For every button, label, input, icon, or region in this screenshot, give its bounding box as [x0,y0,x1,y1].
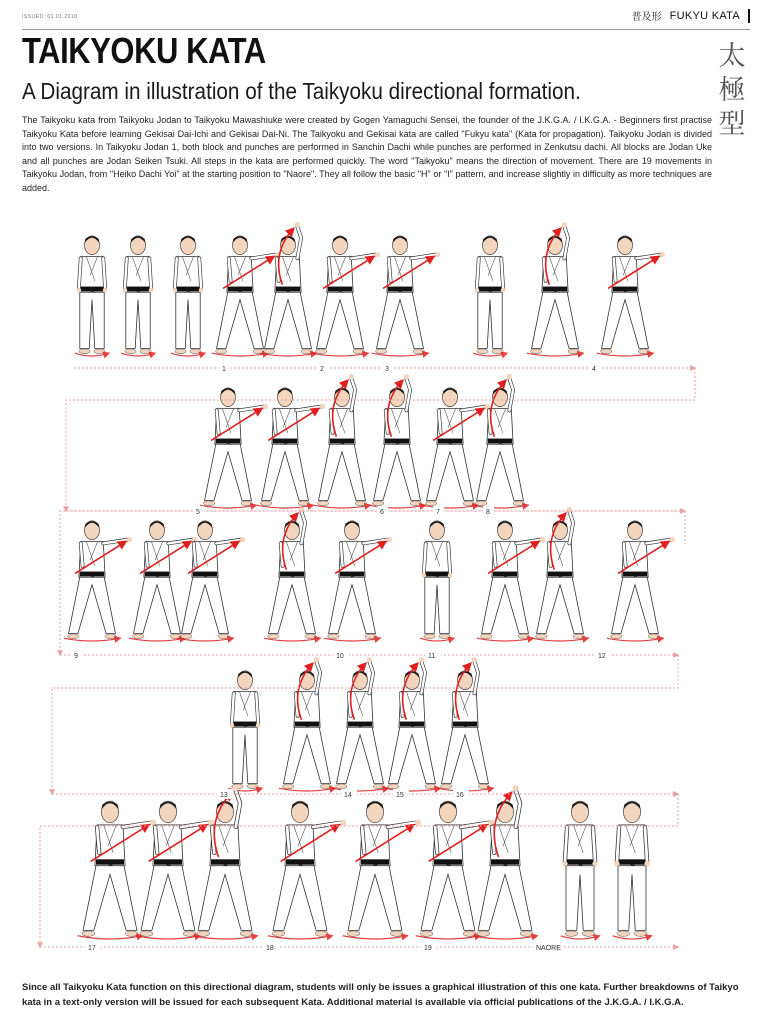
section-bar [748,9,750,23]
intro-paragraph: The Taikyoku kata from Taikyoku Jodan to Taikyoku Mawashiuke were created by Gogen Yamaguchi Sensei, the founder of the J.K.G.A. / I.K.G.A. - Beginners first practise Taikyoku Kata before learning Gekisai Dai-Ichi and Gekisai Dai-Ni. The Taikyoku and Gekisai kata are called "Fukyu kata" (Kata for propagation). Taikyoku Jodan is divided into two versions. In Taikyoku Jodan 1, both block and punches are performed in Sanchin Dachi while punches are performed in Zenkutsu dachi. All blocks are Jodan Uke and all punches are Jodan Seiken Tsuki. All steps in the kata are performed quickly. The word "Taikyoku" means the direction of movement. There are 19 movements in Taikyoku Jodan, from "Heiko Dachi Yoi" at the starting position to "Naore". They all follow the basic "H" or "I" pattern, and increase slightly in difficulty as more techniques are added. [22,115,712,193]
step-label-3: 3 [385,366,389,373]
kanji-char-3: 型 [718,109,746,140]
step-label-19: 19 [424,945,432,952]
karate-figure-20 [264,507,320,641]
step-label-10: 10 [336,653,344,660]
step-label-18: 18 [266,945,274,952]
step-label-naore: NAORE [536,945,561,952]
page-title: TAIKYOKU KATA [22,30,266,71]
karate-figure-9 [527,222,583,356]
step-label-4: 4 [592,366,596,373]
karate-figure-17 [64,521,132,641]
karate-figure-28 [332,657,388,791]
step-label-9: 9 [74,653,78,660]
karate-figure-16 [472,374,528,508]
kanji-char-2: 極 [718,75,746,106]
karate-figure-38 [561,801,600,939]
karate-figure-14 [369,374,425,508]
karate-figure-29 [384,657,440,791]
karate-figure-30 [437,657,493,791]
page-subtitle: A Diagram in illustration of the Taikyoku directional formation. [22,78,581,104]
step-label-16: 16 [456,792,464,799]
karate-figure-10 [597,236,665,356]
vertical-kanji-title [716,40,748,142]
karate-figure-34 [268,801,346,939]
karate-figure-26 [228,671,262,791]
kanji-char-1: 太 [718,41,746,72]
step-label-14: 14 [344,792,352,799]
step-label-5: 5 [196,509,200,516]
kata-diagram [0,214,768,964]
karate-figure-11 [200,388,268,508]
karate-figure-22 [420,521,454,641]
karate-figure-27 [279,657,335,791]
step-label-6: 6 [380,509,384,516]
step-label-12: 12 [598,653,606,660]
karate-figure-8 [473,236,507,356]
step-label-13: 13 [220,792,228,799]
karate-figure-1 [75,236,109,356]
step-label-7: 7 [436,509,440,516]
step-label-17: 17 [88,945,96,952]
section-label: FUKYU KATA [669,9,740,22]
karate-figure-37 [473,785,538,939]
karate-figure-35 [343,801,421,939]
footer-note: Since all Taikyoku Kata function on this directional diagram, students will only be issues a graphical illustration of this one kata. Further breakdowns of Taikyo kata in a text-only version will be issued for each subsequent Kata. Additional material is available via official publications of the J.K.G.A. / I.K.G.A. [22,982,739,1008]
step-label-15: 15 [396,792,404,799]
karate-figure-24 [532,507,588,641]
karate-figure-21 [324,521,392,641]
karate-figure-25 [607,521,675,641]
japanese-header-text: 普及形 [631,12,662,23]
step-label-8: 8 [486,509,490,516]
header-section [632,8,750,23]
karate-figure-7 [372,236,440,356]
karate-figure-3 [171,236,205,356]
karate-figure-39 [613,801,652,939]
karate-figure-2 [121,236,155,356]
karate-figure-5 [260,222,316,356]
karate-figure-33 [193,785,258,939]
step-label-2: 2 [320,366,324,373]
issue-date-stamp: ISSUED: 01.01.2010 [22,14,78,20]
karate-figure-6 [312,236,380,356]
step-label-11: 11 [428,653,436,660]
step-label-1: 1 [222,366,226,373]
karate-figure-23 [477,521,545,641]
karate-figure-13 [314,374,370,508]
